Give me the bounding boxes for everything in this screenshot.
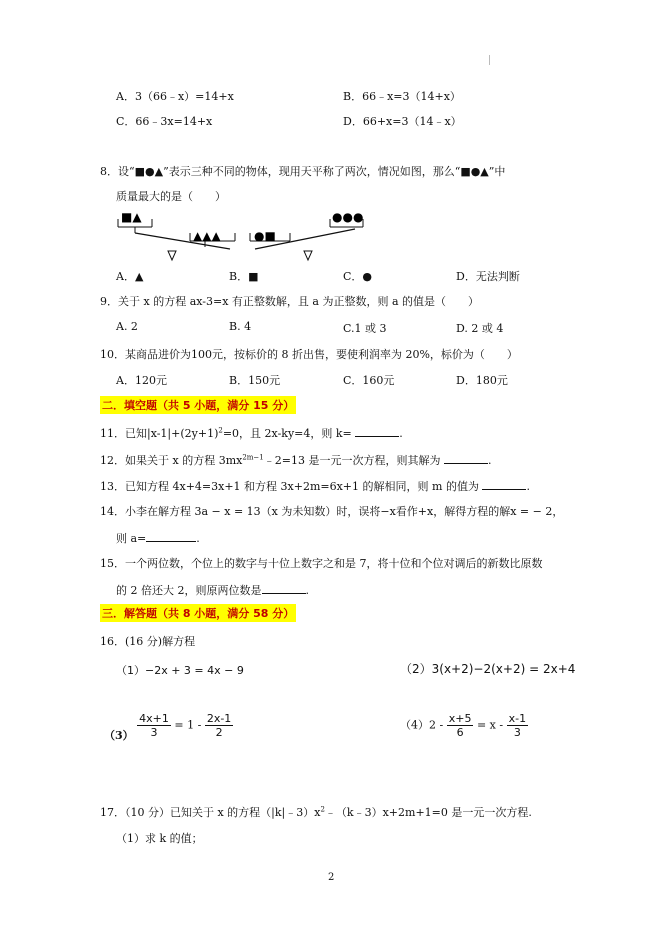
q15-answer-blank[interactable] — [262, 593, 306, 594]
q12-answer-blank[interactable] — [444, 463, 488, 464]
balance-scales-figure — [110, 205, 370, 265]
q13-answer-blank[interactable] — [482, 489, 526, 490]
q16-part2: （2）3(x+2)−2(x+2) = 2x+4 — [400, 662, 576, 676]
q16-part4: （4）2 - $\frac{x+5}{6}$ = x - $\frac{x-1}{3}$ — [400, 712, 527, 739]
q10-stem: 10．某商品进价为100元，按标价的 8 折出售，要使利润率为 20%，标价为（ ） — [100, 348, 518, 361]
scale1-right-items: ▲▲▲ — [193, 229, 221, 243]
q9-option-d: D. 2 或 4 — [456, 322, 504, 335]
q8-option-d: D．无法判断 — [456, 270, 520, 283]
q8-option-b: B．■ — [229, 270, 259, 283]
q8-stem-line1: 8．设“■●▲”表示三种不同的物体，现用天平称了两次，情况如图，那么“■●▲”中 — [100, 165, 506, 178]
q10-option-d: D．180元 — [456, 374, 508, 387]
q13: 13．已知方程 4x+4=3x+1 和方程 3x+2m=6x+1 的解相同，则 m 的值为 . — [100, 480, 530, 493]
scale2-right-items: ●●● — [332, 210, 364, 224]
scale1-left-items: ■▲ — [121, 210, 142, 224]
q16-stem: 16．(16 分)解方程 — [100, 635, 196, 648]
q17-sub1: （1）求 k 的值； — [116, 832, 203, 845]
q7-option-c: C．66﹣3x=14+x — [116, 115, 213, 128]
scale2-left-items: ●■ — [254, 229, 276, 243]
q16-part4-fraction-right: $\frac{x-1}{3}$ — [508, 712, 527, 739]
q14-line2: 则 a= . — [116, 532, 200, 545]
q16-part4-fraction-left: $\frac{x+5}{6}$ — [448, 712, 472, 739]
q11: 11．已知$|x-1|+(2y+1)^2=0$，且 2x-ky=4，则 k= . — [100, 426, 403, 440]
q14-line1: 14．小李在解方程 3a − x = 13（x 为未知数）时，误将−x看作+x，解得方程的解x = − 2， — [100, 505, 564, 518]
q17-stem: 17．（10 分）已知关于 x 的方程$(|k|﹣3)x^2﹣(k﹣3)x+2m+1=0$ 是一元一次方程. — [100, 805, 532, 819]
q16-part3: （3） $\frac{4x+1}{3}$ = 1 - $\frac{2x-1}{2}$ — [104, 712, 232, 742]
q16-part3-fraction-right: $\frac{2x-1}{2}$ — [206, 712, 232, 739]
q8-option-c: C．● — [343, 270, 373, 283]
q9-option-b: B. 4 — [229, 320, 252, 333]
q8-option-a: A．▲ — [116, 270, 144, 283]
q9-option-a: A. 2 — [116, 320, 138, 333]
scale-1 — [118, 210, 235, 260]
q15-line1: 15．一个两位数，个位上的数字与十位上数字之和是 7，将十位和个位对调后的新数比原数 — [100, 557, 543, 570]
q16-part3-fraction-left: $\frac{4x+1}{3}$ — [139, 712, 169, 739]
scale-2 — [250, 210, 363, 260]
header-mark — [489, 55, 490, 65]
q10-option-a: A．120元 — [116, 374, 167, 387]
section-heading-solve: 三．解答题（共 8 小题，满分 58 分） — [100, 604, 296, 622]
q16-part1: （1）−2x + 3 = 4x − 9 — [116, 664, 244, 677]
q8-stem-line2: 质量最大的是（ ） — [116, 190, 226, 203]
q14-answer-blank[interactable] — [146, 541, 196, 542]
q11-answer-blank[interactable] — [355, 436, 399, 437]
q7-option-a: A．3（66﹣x）=14+x — [116, 90, 234, 103]
page-number: 2 — [328, 872, 335, 883]
q9-option-c: C.1 或 3 — [343, 322, 387, 335]
q10-option-b: B．150元 — [229, 374, 281, 387]
q15-line2: 的 2 倍还大 2，则原两位数是 . — [116, 584, 309, 597]
q10-option-c: C．160元 — [343, 374, 395, 387]
q12: 12．如果关于 x 的方程 $3mx^{2m-1}﹣2=13$ 是一元一次方程，则其解为 . — [100, 453, 492, 467]
q7-option-d: D．66+x=3（14﹣x） — [343, 115, 462, 128]
section-heading-fill-in: 二．填空题（共 5 小题，满分 15 分） — [100, 396, 296, 414]
q7-option-b: B．66﹣x=3（14+x） — [343, 90, 461, 103]
q9-stem: 9．关于 x 的方程 ax-3=x 有正整数解，且 a 为正整数，则 a 的值是（ ） — [100, 295, 479, 308]
